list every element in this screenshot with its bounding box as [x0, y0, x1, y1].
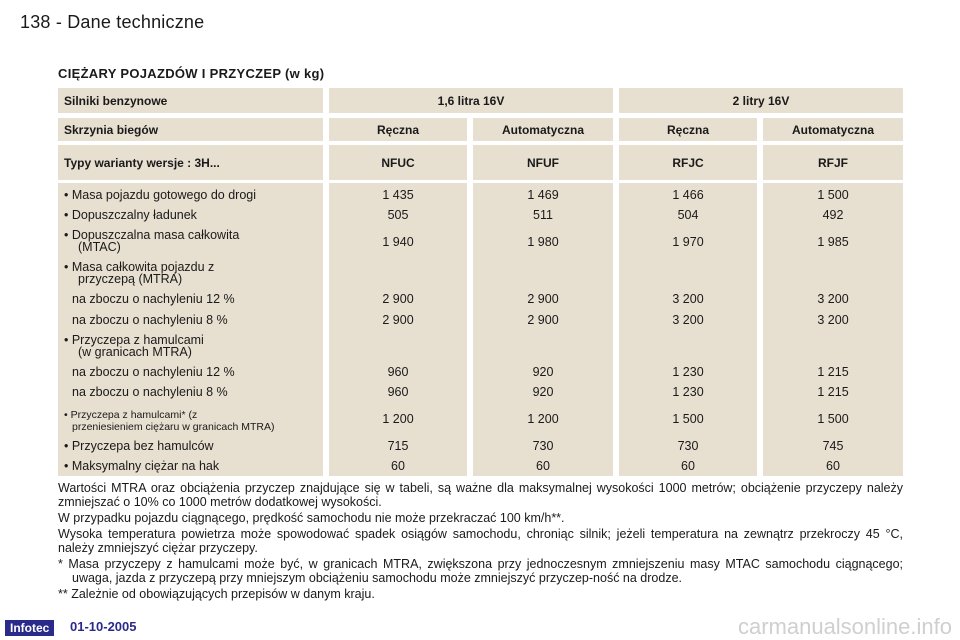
cell: 492: [822, 208, 844, 222]
cell: 2 900: [382, 313, 414, 327]
cell: 715: [387, 439, 409, 453]
cell: 60: [826, 459, 840, 473]
page-header: 138 - Dane techniczne: [20, 12, 205, 32]
notes: [58, 481, 903, 603]
cell: 3 200: [672, 292, 704, 306]
cell: 1 230: [672, 385, 704, 399]
section-title: CIĘŻARY POJAZDÓW I PRZYCZEP (w kg): [58, 66, 325, 81]
type-2: NFUF: [473, 145, 613, 180]
gearbox-label: Skrzynia biegów: [58, 118, 323, 141]
cell: 920: [532, 365, 554, 379]
gearbox-2: Automatyczna: [473, 118, 613, 141]
row-label-cont: przyczepą (MTRA): [78, 272, 183, 286]
engine-1: 1,6 litra 16V: [329, 88, 613, 113]
cell: 1 435: [382, 188, 414, 202]
cell: 3 200: [817, 292, 849, 306]
gearbox-4: Automatyczna: [763, 118, 903, 141]
cell: 511: [533, 208, 553, 222]
cell: 504: [677, 208, 699, 222]
cell: 1 970: [672, 235, 704, 249]
cell: 730: [532, 439, 554, 453]
row-label: • Przyczepa z hamulcami: [64, 333, 204, 347]
cell: 730: [677, 439, 699, 453]
row-label-cont: (w granicach MTRA): [78, 345, 192, 359]
cell: 1 940: [382, 235, 414, 249]
row-label: • Masa pojazdu gotowego do drogi: [64, 188, 257, 202]
cell: 3 200: [817, 313, 849, 327]
row-label: • Maksymalny ciężar na hak: [64, 459, 220, 473]
cell: 960: [387, 365, 409, 379]
cell: 1 469: [527, 188, 559, 202]
note-paragraph: Wartości MTRA oraz obciążenia przyczep znajdujące się w tabeli, są ważne dla maksymalnej wysokości 1000 metrów; obciążenie przyczepy należy zmniejszać o 10% co 1000 metrów dodatkowej wysokości.: [58, 481, 903, 509]
cell: 960: [387, 385, 409, 399]
footnote-2: ** Zależnie od obowiązujących przepisów w danym kraju.: [58, 587, 375, 601]
cell: 1 500: [817, 412, 849, 426]
cell: 60: [536, 459, 550, 473]
cell: 60: [681, 459, 695, 473]
cell: 1 230: [672, 365, 704, 379]
type-3: RFJC: [619, 145, 757, 180]
gearbox-header-row: [58, 118, 903, 141]
cell: 1 985: [817, 235, 849, 249]
type-4: RFJF: [763, 145, 903, 180]
cell: 2 900: [382, 292, 414, 306]
row-label: na zboczu o nachyleniu 8 %: [72, 313, 228, 327]
footnote-1: * Masa przyczepy z hamulcami może być, w granicach MTRA, zwiększona przy jednoczesnym zmniejszeniu masy MTAC samochodu ciągnącego; uwaga, jazda z przyczepą przy mniejszym obciążeniu samochodu może zmniejszyć przyczep-ność na drodze.: [58, 557, 903, 585]
row-label-cont: (MTAC): [78, 240, 121, 254]
infotec-logo: Infotec: [5, 620, 54, 636]
row-label: na zboczu o nachyleniu 12 %: [72, 292, 235, 306]
row-label: na zboczu o nachyleniu 12 %: [72, 365, 235, 379]
cell: 505: [387, 208, 409, 222]
engine-2: 2 litry 16V: [619, 88, 903, 113]
gearbox-3: Ręczna: [619, 118, 757, 141]
cell: 2 900: [527, 292, 559, 306]
cell: 1 215: [817, 365, 849, 379]
cell: 1 200: [527, 412, 559, 426]
watermark: carmanualsonline.info: [737, 614, 952, 639]
cell: 920: [532, 385, 554, 399]
engine-label: Silniki benzynowe: [58, 88, 323, 113]
cell: 1 200: [382, 412, 414, 426]
cell: 3 200: [672, 313, 704, 327]
note-paragraph: W przypadku pojazdu ciągnącego, prędkość samochodu nie może przekraczać 100 km/h**.: [58, 511, 565, 525]
row-label: • Przyczepa z hamulcami* (z: [64, 409, 198, 421]
types-header-row: [58, 145, 903, 180]
type-1: NFUC: [329, 145, 467, 180]
gearbox-1: Ręczna: [329, 118, 467, 141]
engine-header-row: [58, 88, 903, 113]
row-label: • Dopuszczalna masa całkowita: [64, 228, 240, 242]
cell: 60: [391, 459, 405, 473]
cell: 1 466: [672, 188, 704, 202]
cell: 1 500: [672, 412, 704, 426]
note-paragraph: Wysoka temperatura powietrza może spowodować spadek osiągów samochodu, chroniąc silnik; jeżeli temperatura na zewnątrz przekroczy 45 °C, należy zmniejszyć ciężar przyczepy.: [58, 527, 903, 555]
cell: 1 215: [817, 385, 849, 399]
row-label-cont: przeniesieniem ciężaru w granicach MTRA): [72, 421, 275, 433]
cell: 1 980: [527, 235, 559, 249]
row-label: na zboczu o nachyleniu 8 %: [72, 385, 228, 399]
types-label: Typy warianty wersje : 3H...: [58, 145, 323, 180]
cell: 2 900: [527, 313, 559, 327]
cell: 745: [822, 439, 844, 453]
row-label: • Dopuszczalny ładunek: [64, 208, 197, 222]
footer-date: 01-10-2005: [70, 619, 137, 634]
row-label: • Masa całkowita pojazdu z: [64, 260, 215, 274]
cell: 1 500: [817, 188, 849, 202]
row-label: • Przyczepa bez hamulców: [64, 439, 214, 453]
